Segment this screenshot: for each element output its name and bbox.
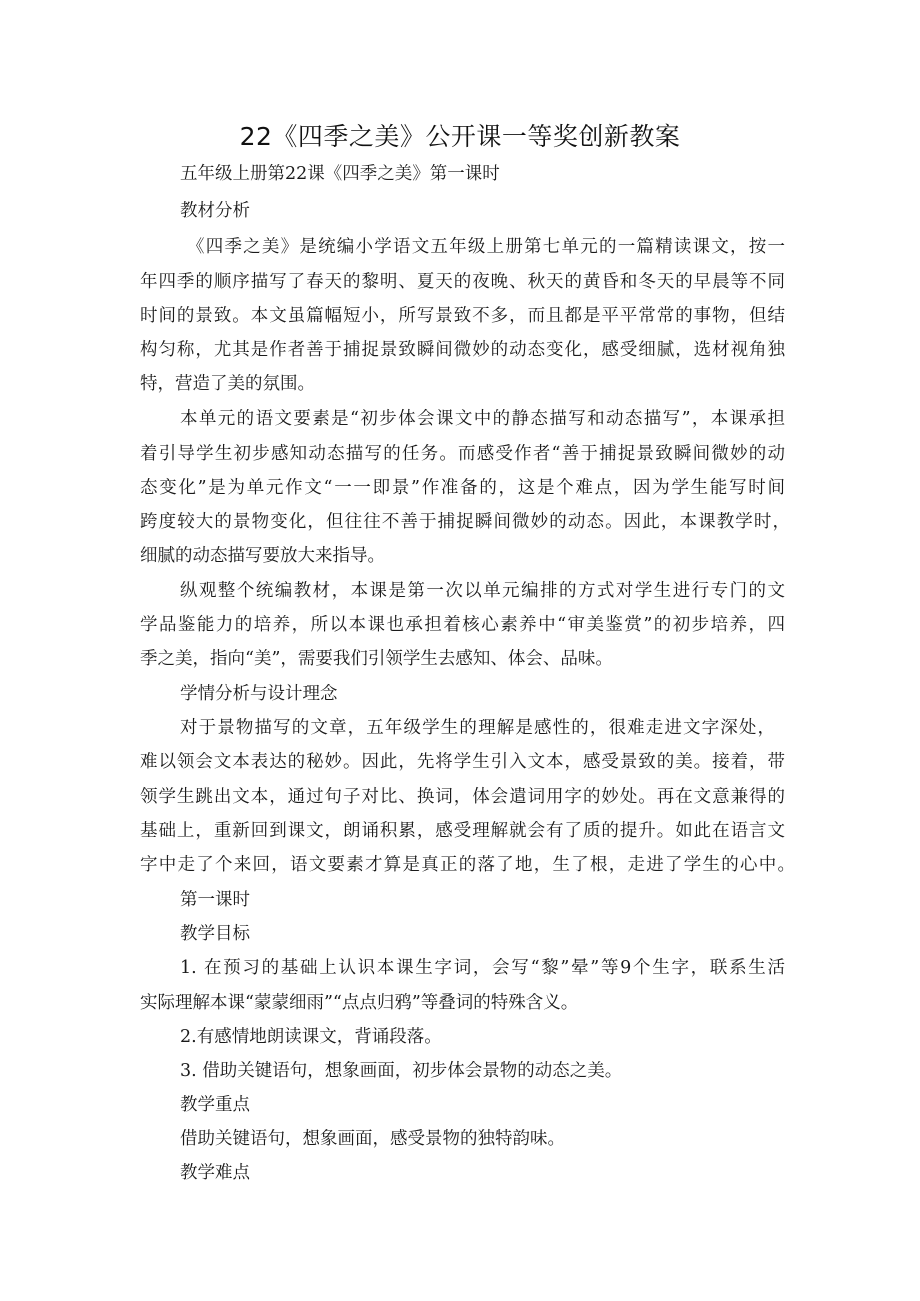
heading-learning-analysis: 学情分析与设计理念 bbox=[180, 684, 338, 704]
paragraph-line: 难以领会文本表达的秘妙。因此，先将学生引入文本，感受景致的美。接着，带 bbox=[140, 752, 785, 772]
heading-key-points: 教学重点 bbox=[180, 1095, 250, 1115]
objective-2: 2.有感情地朗读课文，背诵段落。 bbox=[180, 1027, 442, 1047]
paragraph-line: 细腻的动态描写要放大来指导。 bbox=[140, 546, 385, 566]
heading-first-lesson: 第一课时 bbox=[180, 890, 250, 910]
paragraph-line: 字中走了个来回，语文要素才算是真正的落了地，生了根，走进了学生的心中。 bbox=[140, 855, 795, 875]
paragraph-line: 领学生跳出文本，通过句子对比、换词，体会遣词用字的妙处。再在文意兼得的 bbox=[140, 787, 785, 807]
objective-line: 实际理解本课“蒙蒙细雨”“点点归鸦”等叠词的特殊含义。 bbox=[140, 993, 579, 1013]
paragraph-line: 纵观整个统编教材，本课是第一次以单元编排的方式对学生进行专门的文 bbox=[180, 581, 785, 601]
heading-difficulties: 教学难点 bbox=[180, 1163, 250, 1183]
heading-objectives: 教学目标 bbox=[180, 924, 250, 944]
objective-line: 1. 在预习的基础上认识本课生字词，会写“黎”晕”等9个生字，联系生活 bbox=[180, 958, 785, 978]
paragraph-line: 跨度较大的景物变化，但往往不善于捕捉瞬间微妙的动态。因此，本课教学时， bbox=[140, 512, 790, 532]
heading-material-analysis: 教材分析 bbox=[180, 201, 250, 221]
paragraph-line: 构匀称，尤其是作者善于捕捉景致瞬间微妙的动态变化，感受细腻，选材视角独 bbox=[140, 340, 785, 360]
paragraph-line: 时间的景致。本文虽篇幅短小，所写景致不多，而且都是平平常常的事物，但结 bbox=[140, 306, 785, 326]
paragraph-line: 年四季的顺序描写了春天的黎明、夏天的夜晚、秋天的黄昏和冬天的早晨等不同 bbox=[140, 272, 785, 292]
paragraph-line: 态变化”是为单元作文“一一即景”作准备的，这是个难点，因为学生能写时间 bbox=[140, 478, 785, 498]
document-title: 22《四季之美》公开课一等奖创新教案 bbox=[239, 122, 681, 151]
paragraph-line: 对于景物描写的文章，五年级学生的理解是感性的，很难走进文字深处， bbox=[180, 718, 775, 738]
key-point-text: 借助关键语句，想象画面，感受景物的独特韵味。 bbox=[180, 1129, 565, 1149]
paragraph-line: 特，营造了美的氛围。 bbox=[140, 374, 315, 394]
paragraph-line: 基础上，重新回到课文，朗诵积累，感受理解就会有了质的提升。如此在语言文 bbox=[140, 821, 785, 841]
paragraph-line: 本单元的语文要素是“初步体会课文中的静态描写和动态描写”，本课承担 bbox=[180, 409, 785, 429]
subtitle: 五年级上册第22课《四季之美》第一课时 bbox=[180, 164, 500, 184]
paragraph-line: 季之美，指向“美”，需要我们引领学生去感知、体会、品味。 bbox=[140, 649, 613, 669]
paragraph-line: 着引导学生初步感知动态描写的任务。而感受作者“善于捕捉景致瞬间微妙的动 bbox=[140, 444, 785, 464]
paragraph-line: 《四季之美》是统编小学语文五年级上册第七单元的一篇精读课文，按一 bbox=[187, 237, 785, 257]
paragraph-line: 学品鉴能力的培养，所以本课也承担着核心素养中“审美鉴赏”的初步培养，四 bbox=[140, 615, 785, 635]
objective-3: 3. 借助关键语句，想象画面，初步体会景物的动态之美。 bbox=[180, 1061, 623, 1081]
